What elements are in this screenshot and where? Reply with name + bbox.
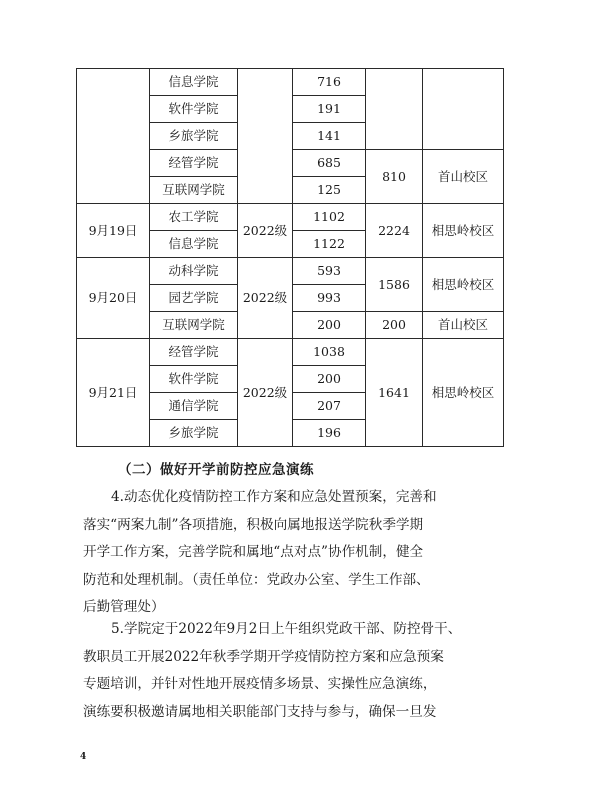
paragraph-line: 专题培训，并针对性地开展疫情多场景、实操性应急演练， bbox=[83, 676, 437, 692]
college-cell: 经管学院 bbox=[150, 150, 238, 177]
count-cell: 716 bbox=[293, 69, 366, 96]
grade-cell: 2022级 bbox=[238, 204, 293, 258]
table-row bbox=[77, 69, 504, 96]
grade-cell bbox=[238, 69, 293, 204]
count-cell: 200 bbox=[293, 312, 366, 339]
count-cell: 200 bbox=[293, 366, 366, 393]
table-row bbox=[77, 258, 504, 285]
paragraph-4 bbox=[83, 484, 513, 622]
count-cell: 207 bbox=[293, 393, 366, 420]
paragraph-line: 教职员工开展2022年秋季学期开学疫情防控方案和应急预案 bbox=[83, 648, 444, 665]
paragraph-5 bbox=[83, 616, 513, 726]
date-cell: 9月21日 bbox=[77, 339, 150, 447]
subtotal-cell: 810 bbox=[366, 150, 423, 204]
college-cell: 园艺学院 bbox=[150, 285, 238, 312]
count-cell: 993 bbox=[293, 285, 366, 312]
campus-cell bbox=[423, 69, 504, 150]
count-cell: 125 bbox=[293, 177, 366, 204]
table-row bbox=[77, 339, 504, 366]
count-cell: 593 bbox=[293, 258, 366, 285]
college-cell: 乡旅学院 bbox=[150, 123, 238, 150]
count-cell: 685 bbox=[293, 150, 366, 177]
grade-cell: 2022级 bbox=[238, 258, 293, 339]
campus-cell: 首山校区 bbox=[423, 150, 504, 204]
date-cell bbox=[77, 69, 150, 204]
section-heading: （二）做好开学前防控应急演练 bbox=[118, 462, 314, 478]
campus-cell: 相思岭校区 bbox=[423, 204, 504, 258]
college-cell: 信息学院 bbox=[150, 231, 238, 258]
college-cell: 乡旅学院 bbox=[150, 420, 238, 447]
college-cell: 互联网学院 bbox=[150, 312, 238, 339]
college-cell: 软件学院 bbox=[150, 96, 238, 123]
campus-cell: 相思岭校区 bbox=[423, 339, 504, 447]
college-cell: 软件学院 bbox=[150, 366, 238, 393]
paragraph-line: 开学工作方案，完善学院和属地“点对点”协作机制，健全 bbox=[83, 544, 424, 560]
subtotal-cell: 1641 bbox=[366, 339, 423, 447]
college-cell: 农工学院 bbox=[150, 204, 238, 231]
paragraph-line: 后勤管理处） bbox=[83, 599, 165, 615]
college-cell: 经管学院 bbox=[150, 339, 238, 366]
count-cell: 191 bbox=[293, 96, 366, 123]
grade-cell: 2022级 bbox=[238, 339, 293, 447]
campus-cell: 首山校区 bbox=[423, 312, 504, 339]
date-cell: 9月19日 bbox=[77, 204, 150, 258]
count-cell: 1038 bbox=[293, 339, 366, 366]
paragraph-line: 防范和处理机制。（责任单位：党政办公室、学生工作部、 bbox=[83, 571, 430, 588]
paragraph-line: 4.动态优化疫情防控工作方案和应急处置预案，完善和 bbox=[111, 489, 437, 505]
subtotal-cell: 200 bbox=[366, 312, 423, 339]
page-number: 4 bbox=[80, 752, 87, 762]
subtotal-cell: 2224 bbox=[366, 204, 423, 258]
college-cell: 信息学院 bbox=[150, 69, 238, 96]
count-cell: 1102 bbox=[293, 204, 366, 231]
count-cell: 196 bbox=[293, 420, 366, 447]
count-cell: 1122 bbox=[293, 231, 366, 258]
college-cell: 通信学院 bbox=[150, 393, 238, 420]
college-cell: 互联网学院 bbox=[150, 177, 238, 204]
subtotal-cell bbox=[366, 69, 423, 150]
college-cell: 动科学院 bbox=[150, 258, 238, 285]
campus-cell: 相思岭校区 bbox=[423, 258, 504, 312]
paragraph-line: 5.学院定于2022年9月2日上午组织党政干部、防控骨干、 bbox=[111, 621, 462, 637]
count-cell: 141 bbox=[293, 123, 366, 150]
table-row bbox=[77, 204, 504, 231]
schedule-table bbox=[76, 68, 504, 447]
paragraph-line: 演练要积极邀请属地相关职能部门支持与参与，确保一旦发 bbox=[83, 703, 437, 720]
paragraph-line: 落实“两案九制”各项措施，积极向属地报送学院秋季学期 bbox=[83, 516, 424, 533]
subtotal-cell: 1586 bbox=[366, 258, 423, 312]
date-cell: 9月20日 bbox=[77, 258, 150, 339]
